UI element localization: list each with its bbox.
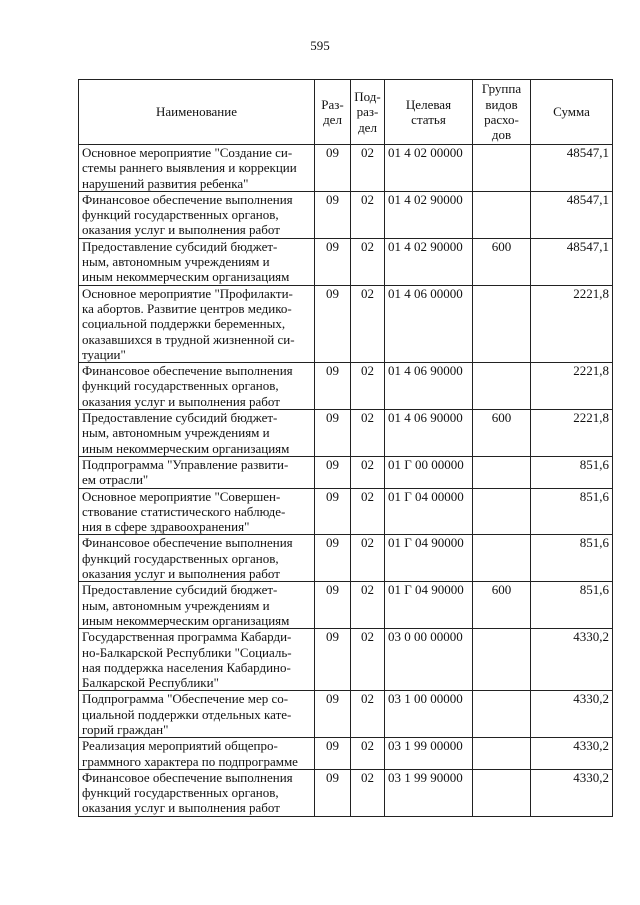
cell-celevaya: 01 Г 04 90000 bbox=[385, 582, 473, 629]
table-row bbox=[79, 363, 613, 410]
cell-name: Предоставление субсидий бюджет- ным, автономным учреждениям и иным некоммерческим организациям bbox=[79, 238, 315, 285]
header-podrazdel: Под- раз- дел bbox=[351, 80, 385, 145]
header-razdel: Раз- дел bbox=[315, 80, 351, 145]
cell-podrazdel: 02 bbox=[351, 191, 385, 238]
cell-gruppa bbox=[473, 285, 531, 362]
cell-summa: 4330,2 bbox=[531, 738, 613, 770]
cell-podrazdel: 02 bbox=[351, 363, 385, 410]
cell-podrazdel: 02 bbox=[351, 410, 385, 457]
cell-name: Финансовое обеспечение выполнения функций государственных органов, оказания услуг и выполнения работ bbox=[79, 535, 315, 582]
cell-gruppa bbox=[473, 488, 531, 535]
cell-razdel: 09 bbox=[315, 410, 351, 457]
cell-celevaya: 01 4 06 00000 bbox=[385, 285, 473, 362]
cell-gruppa bbox=[473, 145, 531, 192]
cell-name: Финансовое обеспечение выполнения функций государственных органов, оказания услуг и выполнения работ bbox=[79, 363, 315, 410]
cell-podrazdel: 02 bbox=[351, 285, 385, 362]
cell-name: Реализация мероприятий общепро- граммного характера по подпрограмме bbox=[79, 738, 315, 770]
table-row bbox=[79, 488, 613, 535]
cell-name: Основное мероприятие "Профилакти- ка абортов. Развитие центров медико- социальной поддержки беременных, оказавшихся в трудной жизненной си- туации" bbox=[79, 285, 315, 362]
cell-podrazdel: 02 bbox=[351, 145, 385, 192]
cell-podrazdel: 02 bbox=[351, 629, 385, 691]
cell-summa: 48547,1 bbox=[531, 145, 613, 192]
cell-name: Финансовое обеспечение выполнения функций государственных органов, оказания услуг и выполнения работ bbox=[79, 191, 315, 238]
cell-razdel: 09 bbox=[315, 456, 351, 488]
cell-gruppa bbox=[473, 535, 531, 582]
cell-podrazdel: 02 bbox=[351, 488, 385, 535]
cell-celevaya: 01 4 02 00000 bbox=[385, 145, 473, 192]
cell-razdel: 09 bbox=[315, 582, 351, 629]
cell-summa: 48547,1 bbox=[531, 191, 613, 238]
cell-name: Предоставление субсидий бюджет- ным, автономным учреждениям и иным некоммерческим организациям bbox=[79, 582, 315, 629]
cell-name: Подпрограмма "Управление развити- ем отрасли" bbox=[79, 456, 315, 488]
cell-summa: 851,6 bbox=[531, 535, 613, 582]
cell-gruppa bbox=[473, 738, 531, 770]
cell-name: Финансовое обеспечение выполнения функций государственных органов, оказания услуг и выполнения работ bbox=[79, 769, 315, 816]
cell-razdel: 09 bbox=[315, 535, 351, 582]
cell-gruppa bbox=[473, 629, 531, 691]
cell-celevaya: 03 1 99 90000 bbox=[385, 769, 473, 816]
table-row bbox=[79, 582, 613, 629]
header-row bbox=[79, 80, 613, 145]
cell-podrazdel: 02 bbox=[351, 691, 385, 738]
cell-razdel: 09 bbox=[315, 285, 351, 362]
cell-gruppa bbox=[473, 191, 531, 238]
cell-razdel: 09 bbox=[315, 145, 351, 192]
cell-name: Предоставление субсидий бюджет- ным, автономным учреждениям и иным некоммерческим организациям bbox=[79, 410, 315, 457]
cell-gruppa bbox=[473, 691, 531, 738]
cell-summa: 851,6 bbox=[531, 488, 613, 535]
table-body bbox=[79, 145, 613, 817]
cell-razdel: 09 bbox=[315, 191, 351, 238]
page-number: 595 bbox=[310, 38, 330, 53]
table-row bbox=[79, 769, 613, 816]
header-name: Наименование bbox=[79, 80, 315, 145]
table-row bbox=[79, 410, 613, 457]
table-row bbox=[79, 738, 613, 770]
cell-razdel: 09 bbox=[315, 629, 351, 691]
cell-podrazdel: 02 bbox=[351, 535, 385, 582]
cell-podrazdel: 02 bbox=[351, 769, 385, 816]
cell-celevaya: 03 1 99 00000 bbox=[385, 738, 473, 770]
cell-podrazdel: 02 bbox=[351, 456, 385, 488]
table-row bbox=[79, 285, 613, 362]
header-summa: Сумма bbox=[531, 80, 613, 145]
cell-celevaya: 01 4 06 90000 bbox=[385, 410, 473, 457]
cell-celevaya: 01 Г 04 90000 bbox=[385, 535, 473, 582]
cell-name: Основное мероприятие "Совершен- ствование статистического наблюде- ния в сфере здравоохранения" bbox=[79, 488, 315, 535]
cell-podrazdel: 02 bbox=[351, 238, 385, 285]
cell-celevaya: 01 4 02 90000 bbox=[385, 191, 473, 238]
cell-razdel: 09 bbox=[315, 363, 351, 410]
cell-gruppa bbox=[473, 769, 531, 816]
cell-name: Основное мероприятие "Создание си- стемы раннего выявления и коррекции нарушений развития ребенка" bbox=[79, 145, 315, 192]
cell-summa: 851,6 bbox=[531, 456, 613, 488]
table-row bbox=[79, 691, 613, 738]
cell-summa: 2221,8 bbox=[531, 410, 613, 457]
table-row bbox=[79, 191, 613, 238]
cell-razdel: 09 bbox=[315, 238, 351, 285]
cell-gruppa bbox=[473, 363, 531, 410]
budget-table bbox=[78, 79, 613, 817]
cell-celevaya: 03 0 00 00000 bbox=[385, 629, 473, 691]
cell-razdel: 09 bbox=[315, 488, 351, 535]
cell-podrazdel: 02 bbox=[351, 582, 385, 629]
cell-gruppa: 600 bbox=[473, 582, 531, 629]
cell-summa: 48547,1 bbox=[531, 238, 613, 285]
cell-celevaya: 01 4 06 90000 bbox=[385, 363, 473, 410]
table-row bbox=[79, 145, 613, 192]
cell-razdel: 09 bbox=[315, 769, 351, 816]
cell-celevaya: 03 1 00 00000 bbox=[385, 691, 473, 738]
cell-gruppa bbox=[473, 456, 531, 488]
cell-name: Подпрограмма "Обеспечение мер со- циальной поддержки отдельных кате- горий граждан" bbox=[79, 691, 315, 738]
cell-gruppa: 600 bbox=[473, 238, 531, 285]
header-gruppa: Группа видов расхо- дов bbox=[473, 80, 531, 145]
table-row bbox=[79, 238, 613, 285]
table-row bbox=[79, 535, 613, 582]
cell-celevaya: 01 Г 00 00000 bbox=[385, 456, 473, 488]
table-row bbox=[79, 456, 613, 488]
cell-razdel: 09 bbox=[315, 738, 351, 770]
cell-celevaya: 01 Г 04 00000 bbox=[385, 488, 473, 535]
cell-razdel: 09 bbox=[315, 691, 351, 738]
cell-celevaya: 01 4 02 90000 bbox=[385, 238, 473, 285]
cell-summa: 2221,8 bbox=[531, 363, 613, 410]
cell-podrazdel: 02 bbox=[351, 738, 385, 770]
cell-gruppa: 600 bbox=[473, 410, 531, 457]
cell-summa: 851,6 bbox=[531, 582, 613, 629]
table-row bbox=[79, 629, 613, 691]
cell-name: Государственная программа Кабарди- но-Балкарской Республики "Социаль- ная поддержка населения Кабардино- Балкарской Республики" bbox=[79, 629, 315, 691]
cell-summa: 4330,2 bbox=[531, 769, 613, 816]
cell-summa: 4330,2 bbox=[531, 691, 613, 738]
cell-summa: 4330,2 bbox=[531, 629, 613, 691]
table-header bbox=[79, 80, 613, 145]
header-celevaya: Целевая статья bbox=[385, 80, 473, 145]
cell-summa: 2221,8 bbox=[531, 285, 613, 362]
